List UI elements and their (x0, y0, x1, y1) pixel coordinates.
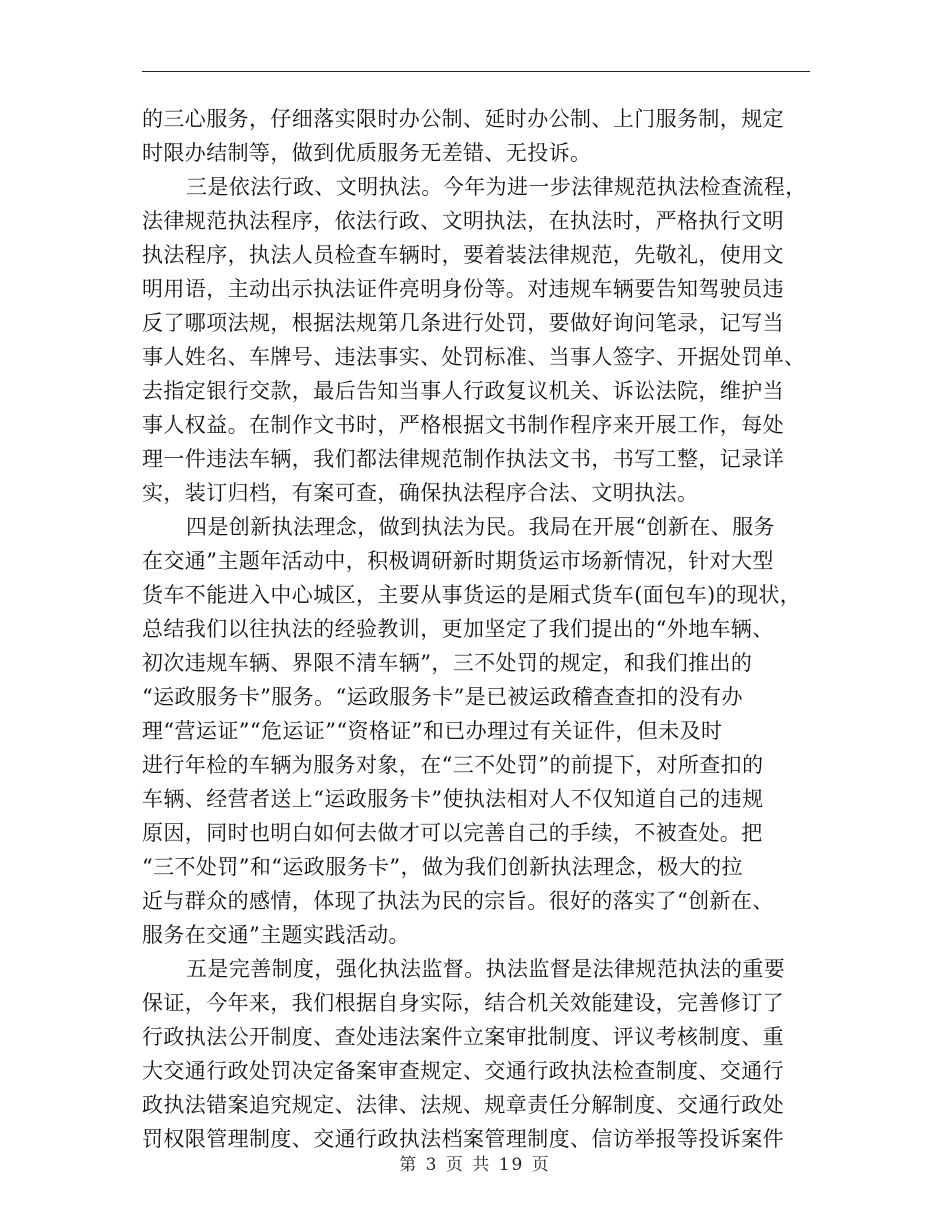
text-line: 时限办结制等，做到优质服务无差错、无投诉。 (142, 141, 592, 165)
text-line: 原因，同时也明白如何去做才可以完善自己的手续，不被查处。把 (142, 821, 763, 845)
text-line: 进行年检的车辆为服务对象，在“三不处罚”的前提下，对所查扣的 (142, 753, 764, 777)
paragraph-start-line: 三是依法行政、文明执法。今年为进一步法律规范执法检查流程， (186, 175, 807, 199)
text-line: 的三心服务，仔细落实限时办公制、延时办公制、上门服务制，规定 (142, 107, 784, 131)
text-line: “三不处罚”和“运政服务卡”，做为我们创新执法理念，极大的拉 (142, 855, 743, 879)
text-line: 行政执法公开制度、查处违法案件立案审批制度、评议考核制度、重 (142, 1025, 784, 1049)
text-line: 罚权限管理制度、交通行政执法档案管理制度、信访举报等投诉案件 (142, 1127, 784, 1151)
text-line: 近与群众的感情，体现了执法为民的宗旨。很好的落实了“创新在、 (142, 889, 774, 913)
text-line: 理一件违法车辆，我们都法律规范制作执法文书，书写工整，记录详 (142, 447, 784, 471)
text-line: 初次违规车辆、界限不清车辆”，三不处罚的规定，和我们推出的 (142, 651, 753, 675)
document-body (142, 102, 810, 1156)
text-line: 明用语，主动出示执法证件亮明身份等。对违规车辆要告知驾驶员违 (142, 277, 784, 301)
text-line: 反了哪项法规，根据法规第几条进行处罚，要做好询问笔录，记写当 (142, 311, 784, 335)
text-line: 大交通行政处罚决定备案审查规定、交通行政执法检查制度、交通行 (142, 1059, 784, 1083)
paragraph-start-line: 五是完善制度，强化执法监督。执法监督是法律规范执法的重要 (186, 957, 786, 981)
text-line: 在交通”主题年活动中，积极调研新时期货运市场新情况，针对大型 (142, 549, 774, 573)
text-line: 事人权益。在制作文书时，严格根据文书制作程序来开展工作，每处 (142, 413, 784, 437)
text-line: 总结我们以往执法的经验教训，更加坚定了我们提出的“外地车辆、 (142, 617, 774, 641)
text-line: 服务在交通”主题实践活动。 (142, 923, 410, 947)
text-line: 车辆、经营者送上“运政服务卡”使执法相对人不仅知道自己的违规 (142, 787, 764, 811)
text-line: 理“营运证”“危运证”“资格证”和已办理过有关证件，但未及时 (142, 719, 723, 743)
text-line: “运政服务卡”服务。“运政服务卡”是已被运政稽查查扣的没有办 (142, 685, 743, 709)
page-number: 第 3 页 共 19 页 (399, 1155, 551, 1175)
paragraph-start-line: 四是创新执法理念，做到执法为民。我局在开展“创新在、服务 (186, 515, 775, 539)
text-line: 政执法错案追究规定、法律、法规、规章责任分解制度、交通行政处 (142, 1093, 784, 1117)
header-rule (142, 71, 810, 72)
text-line: 货车不能进入中心城区，主要从事货运的是厢式货车(面包车)的现状， (142, 583, 802, 607)
text-line: 法律规范执法程序，依法行政、文明执法，在执法时，严格执行文明 (142, 209, 784, 233)
text-line: 执法程序，执法人员检查车辆时，要着装法律规范，先敬礼，使用文 (142, 243, 784, 267)
text-line: 去指定银行交款，最后告知当事人行政复议机关、诉讼法院，维护当 (142, 379, 784, 403)
text-line: 保证，今年来，我们根据自身实际，结合机关效能建设，完善修订了 (142, 991, 784, 1015)
text-line: 实，装订归档，有案可查，确保执法程序合法、文明执法。 (142, 481, 699, 505)
text-line: 事人姓名、车牌号、违法事实、处罚标准、当事人签字、开据处罚单、 (142, 345, 806, 369)
